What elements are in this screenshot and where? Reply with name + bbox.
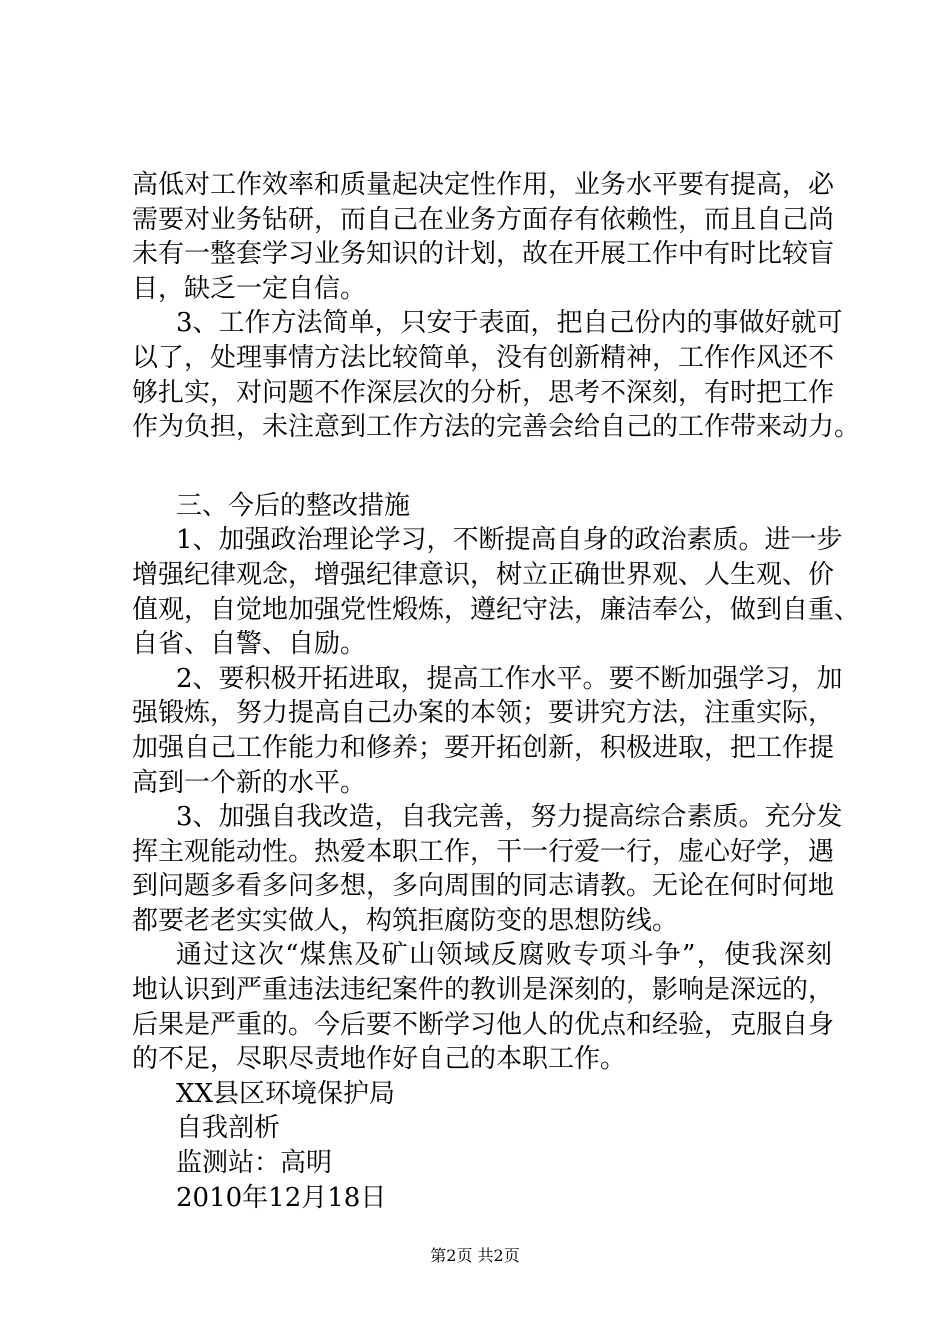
paragraph-continuation	[132, 168, 835, 306]
paragraph-conclusion	[132, 938, 835, 1076]
paragraph-measure-2	[132, 662, 843, 800]
text-line: 都要老老实实做人，构筑拒腐防变的思想防线。	[132, 905, 679, 936]
signature-date: 2010年12月18日	[176, 1182, 387, 1213]
paragraph-measure-1	[132, 523, 861, 661]
text-line: 挥主观能动性。热爱本职工作，干一行爱一行，虚心好学，遇	[132, 836, 835, 867]
text-line: 值观，自觉地加强党性煅炼，遵纪守法，廉洁奉公，做到自重、	[132, 594, 861, 625]
text-line: 需要对业务钻研，而自己在业务方面存有依赖性，而且自己尚	[132, 204, 835, 235]
heading-line: 三、今后的整改措施	[176, 490, 411, 521]
text-line: 够扎实，对问题不作深层次的分析，思考不深刻，有时把工作	[132, 377, 835, 408]
text-line: 以了，处理事情方法比较简单，没有创新精神，工作作风还不	[132, 342, 835, 373]
text-line: 高到一个新的水平。	[132, 767, 367, 798]
page-footer	[0, 1246, 950, 1266]
section-heading	[132, 489, 832, 524]
signature-title: 自我剖析	[176, 1113, 281, 1144]
paragraph-measure-3	[132, 800, 843, 938]
text-line: 加强自己工作能力和修养；要开拓创新，积极进取，把工作提	[132, 732, 835, 763]
signature-author: 监测站：高明	[176, 1148, 333, 1179]
text-line: 2、要积极开拓进取，提高工作水平。要不断加强学习，加	[176, 663, 843, 694]
text-line: 的不足，尽职尽责地作好自己的本职工作。	[132, 1044, 627, 1075]
text-line: 地认识到严重违法违纪案件的教训是深刻的，影响是深远的，	[132, 975, 835, 1006]
text-line: 通过这次“煤焦及矿山领域反腐败专项斗争”，使我深刻	[176, 940, 832, 971]
text-line: 3、工作方法简单，只安于表面，把自己份内的事做好就可	[176, 308, 843, 339]
page-number: 第2页 共2页	[430, 1246, 520, 1265]
paragraph-work-method	[132, 306, 861, 444]
text-line: 未有一整套学习业务知识的计划，故在开展工作中有时比较盲	[132, 239, 835, 270]
text-line: 增强纪律观念，增强纪律意识，树立正确世界观、人生观、价	[132, 559, 835, 590]
text-line: 目，缺乏一定自信。	[132, 273, 367, 304]
text-line: 1、加强政治理论学习，不断提高自身的政治素质。进一步	[176, 525, 843, 556]
signature-org: XX县区环境保护局	[176, 1078, 396, 1109]
text-line: 自省、自警、自励。	[132, 629, 367, 660]
text-line: 作为负担，未注意到工作方法的完善会给自己的工作带来动力。	[132, 412, 861, 443]
document-body	[132, 168, 861, 1215]
text-line: 高低对工作效率和质量起决定性作用，业务水平要有提高，必	[132, 170, 835, 200]
text-line: 3、加强自我改造，自我完善，努力提高综合素质。充分发	[176, 802, 843, 833]
text-line: 后果是严重的。今后要不断学习他人的优点和经验，克服自身	[132, 1009, 835, 1040]
signature-block	[132, 1077, 832, 1215]
text-line: 强锻炼，努力提高自己办案的本领；要讲究方法，注重实际，	[132, 698, 835, 729]
text-line: 到问题多看多问多想，多向周围的同志请教。无论在何时何地	[132, 871, 835, 902]
paragraph-gap	[132, 445, 832, 489]
